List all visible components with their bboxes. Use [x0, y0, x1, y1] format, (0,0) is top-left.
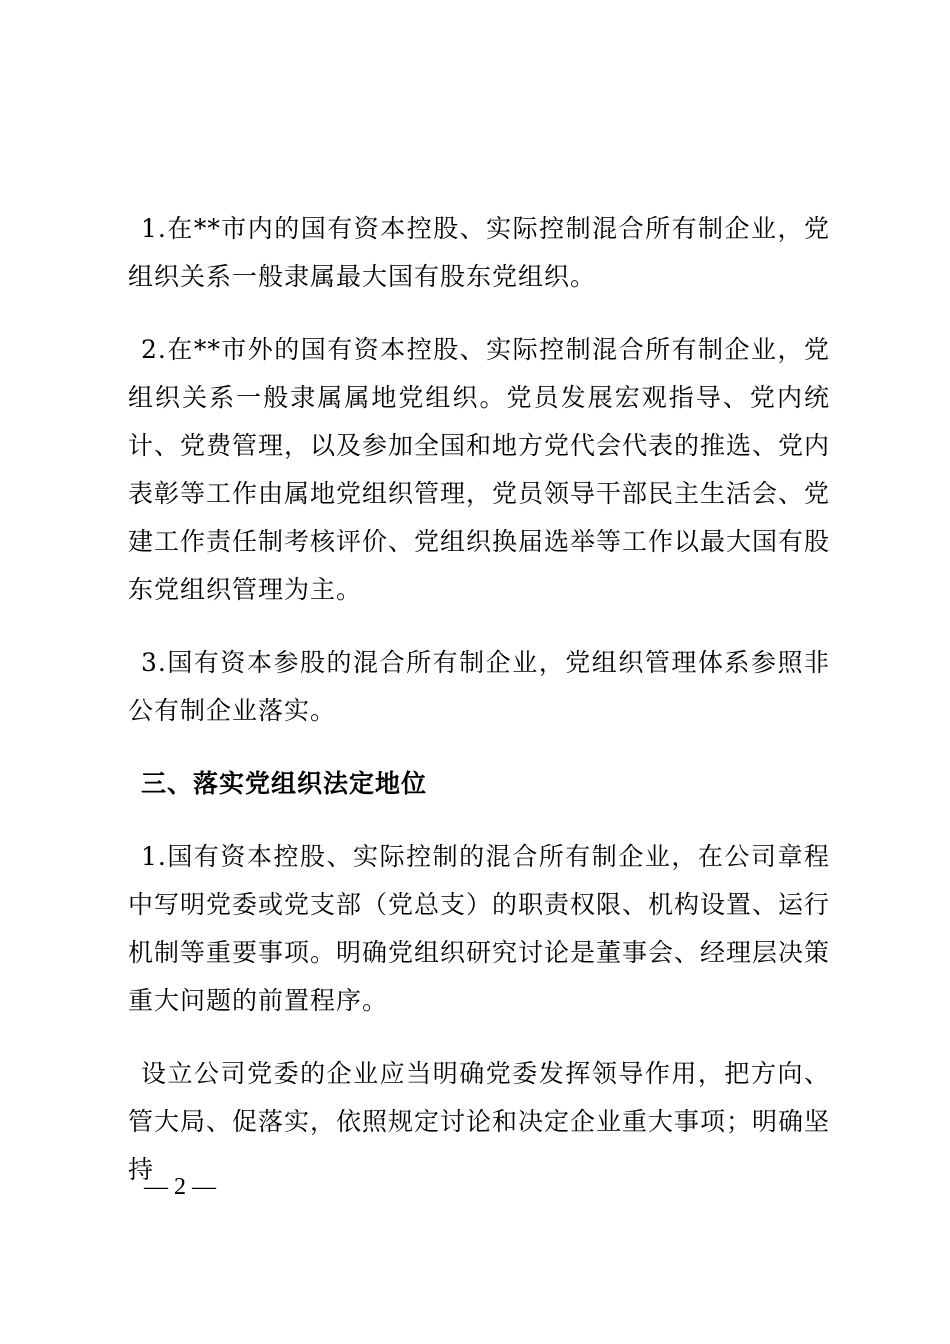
- paragraph-3: 3.国有资本参股的混合所有制企业，党组织管理体系参照非公有制企业落实。: [128, 648, 830, 725]
- paragraph-gap: [128, 735, 830, 760]
- paragraph-gap: [128, 301, 830, 326]
- paragraph-gap: [128, 1025, 830, 1050]
- paragraph-5: 设立公司党委的企业应当明确党委发挥领导作用，把方向、管大局、促落实，依照规定讨论和决定企业重大事项；明确坚持: [128, 1059, 831, 1184]
- section-heading: 三、落实党组织法定地位: [141, 769, 428, 798]
- paragraph-2: 2.在**市外的国有资本控股、实际控制混合所有制企业，党组织关系一般隶属属地党组织。党员发展宏观指导、党内统计、党费管理，以及参加全国和地方党代会代表的推选、党内表彰等工作由属地党组织管理，党员领导干部民主生活会、党建工作责任制考核评价、党组织换届选举等工作以最大国有股东党组织管理为主。: [128, 335, 831, 604]
- paragraph-gap: [128, 614, 830, 639]
- paragraph-gap: [128, 808, 830, 833]
- paragraph-1: 1.在**市内的国有资本控股、实际控制混合所有制企业，党组织关系一般隶属最大国有股东党组织。: [128, 214, 830, 291]
- page-number: — 2 —: [144, 1174, 216, 1200]
- document-body: [128, 205, 830, 1194]
- paragraph-4: 1.国有资本控股、实际控制的混合所有制企业，在公司章程中写明党委或党支部（党总支）的职责权限、机构设置、运行机制等重要事项。明确党组织研究讨论是董事会、经理层决策重大问题的前置程序。: [128, 842, 831, 1015]
